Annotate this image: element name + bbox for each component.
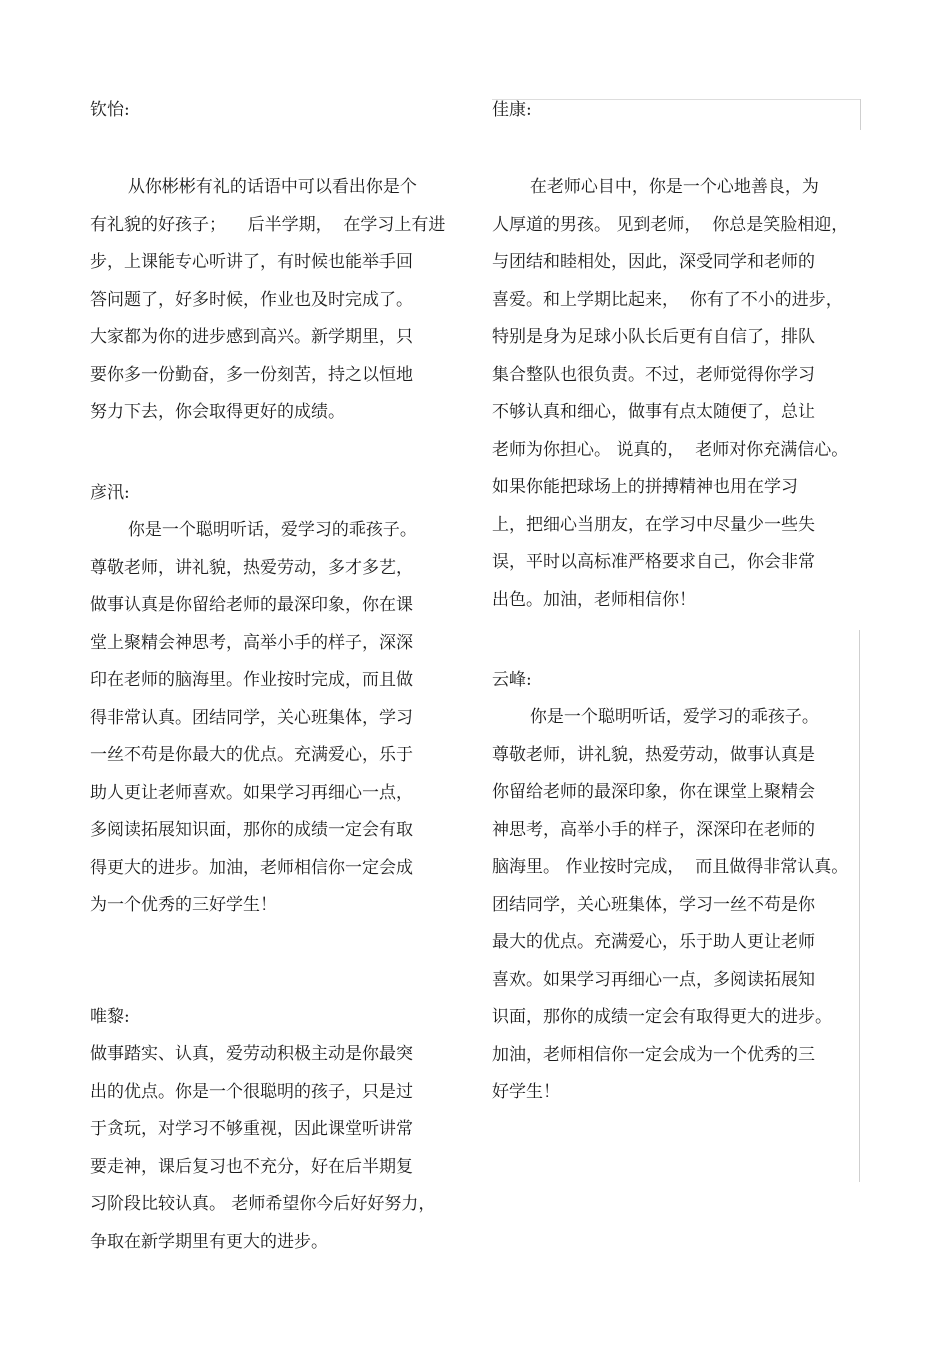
- comment-line: 努力下去，你会取得更好的成绩。: [90, 402, 345, 422]
- comment-line: 最大的优点。充满爱心，乐于助人更让老师: [492, 932, 815, 952]
- comment-line: 人厚道的男孩。 见到老师， 你总是笑脸相迎，: [492, 214, 849, 235]
- comment-line: 要走神，课后复习也不充分，好在后半期复: [90, 1156, 413, 1177]
- comment-line: 上，把细心当朋友，在学习中尽量少一些失: [492, 514, 815, 535]
- comment-line: 印在老师的脑海里。作业按时完成，而且做: [90, 670, 413, 690]
- comment-line: 在老师心目中，你是一个心地善良，为: [492, 177, 819, 197]
- comment-weili: [90, 998, 470, 1261]
- comment-line: 出的优点。你是一个很聪明的孩子，只是过: [90, 1081, 413, 1102]
- comment-body: [492, 169, 857, 619]
- comment-line: 如果你能把球场上的拼搏精神也用在学习: [492, 477, 798, 497]
- comment-line: 特别是身为足球小队长后更有自信了，排队: [492, 327, 815, 347]
- comment-line: 团结同学，关心班集体，学习一丝不苟是你: [492, 894, 815, 915]
- comment-line: 争取在新学期里有更大的进步。: [90, 1231, 328, 1252]
- comment-body: [90, 512, 470, 925]
- student-name: 钦怡:: [90, 100, 130, 120]
- comment-line: 尊敬老师，讲礼貌，热爱劳动，多才多艺，: [90, 557, 413, 578]
- comment-body: [90, 1036, 470, 1261]
- comment-body: [90, 169, 470, 432]
- comment-line: 尊敬老师，讲礼貌，热爱劳动，做事认真是: [492, 744, 815, 765]
- comment-line: 喜欢。如果学习再细心一点，多阅读拓展知: [492, 969, 815, 990]
- student-name: 云峰:: [492, 670, 532, 690]
- comment-line: 你留给老师的最深印象，你在课堂上聚精会: [492, 782, 815, 802]
- comment-line: 堂上聚精会神思考，高举小手的样子，深深: [90, 632, 413, 653]
- comment-line: 好学生！: [492, 1082, 560, 1102]
- comment-line: 喜爱。和上学期比起来， 你有了不小的进步，: [492, 289, 843, 310]
- comment-line: 与团结和睦相处，因此，深受同学和老师的: [492, 252, 815, 272]
- comment-line: 出色。加油，老师相信你！: [492, 589, 696, 610]
- comment-line: 得非常认真。团结同学，关心班集体，学习: [90, 707, 413, 728]
- comment-line: 一丝不苟是你最大的优点。充满爱心，乐于: [90, 745, 413, 765]
- right-rule-bottom: [859, 630, 860, 1182]
- comment-body: [492, 699, 857, 1112]
- comment-line: 做事踏实、认真，爱劳动积极主动是你最突: [90, 1044, 413, 1064]
- comment-yanxun: [90, 474, 470, 925]
- comment-line: 你是一个聪明听话，爱学习的乖孩子。: [90, 520, 417, 540]
- comment-line: 有礼貌的好孩子； 后半学期， 在学习上有进: [90, 214, 446, 235]
- comment-line: 习阶段比较认真。 老师希望你今后好好努力，: [90, 1194, 436, 1214]
- comment-line: 多阅读拓展知识面，那你的成绩一定会有取: [90, 820, 413, 840]
- comment-line: 大家都为你的进步感到高兴。新学期里，只: [90, 327, 413, 347]
- comment-line: 得更大的进步。加油，老师相信你一定会成: [90, 857, 413, 878]
- comment-line: 做事认真是你留给老师的最深印象，你在课: [90, 595, 413, 615]
- comment-line: 脑海里。 作业按时完成， 而且做得非常认真。: [492, 857, 849, 877]
- right-rule-top: [860, 99, 861, 130]
- comment-line: 步，上课能专心听讲了，有时候也能举手回: [90, 252, 413, 272]
- comment-line: 助人更让老师喜欢。如果学习再细心一点，: [90, 782, 413, 803]
- comment-line: 集合整队也很负责。不过，老师觉得你学习: [492, 364, 815, 385]
- comment-line: 你是一个聪明听话，爱学习的乖孩子。: [492, 707, 819, 727]
- comment-jiakang: [492, 91, 857, 619]
- comment-line: 误，平时以高标准严格要求自己，你会非常: [492, 552, 815, 572]
- comment-line: 要你多一份勤奋，多一份刻苦，持之以恒地: [90, 364, 413, 385]
- comment-line: 不够认真和细心，做事有点太随便了，总让: [492, 402, 815, 422]
- comment-yunfeng: [492, 661, 857, 1112]
- comment-line: 识面，那你的成绩一定会有取得更大的进步。: [492, 1007, 832, 1027]
- comment-line: 为一个优秀的三好学生！: [90, 895, 277, 915]
- student-name: 唯黎:: [90, 1007, 130, 1027]
- comment-line: 从你彬彬有礼的话语中可以看出你是个: [90, 177, 417, 197]
- student-name: 佳康:: [492, 100, 532, 120]
- comment-line: 加油，老师相信你一定会成为一个优秀的三: [492, 1044, 815, 1065]
- comment-line: 答问题了，好多时候，作业也及时完成了。: [90, 289, 413, 310]
- comment-line: 老师为你担心。 说真的， 老师对你充满信心。: [492, 439, 849, 460]
- comment-line: 神思考，高举小手的样子，深深印在老师的: [492, 819, 815, 840]
- comment-qinyi: [90, 91, 470, 432]
- comment-line: 于贪玩，对学习不够重视，因此课堂听讲常: [90, 1119, 413, 1139]
- student-name: 彦汛:: [90, 483, 130, 503]
